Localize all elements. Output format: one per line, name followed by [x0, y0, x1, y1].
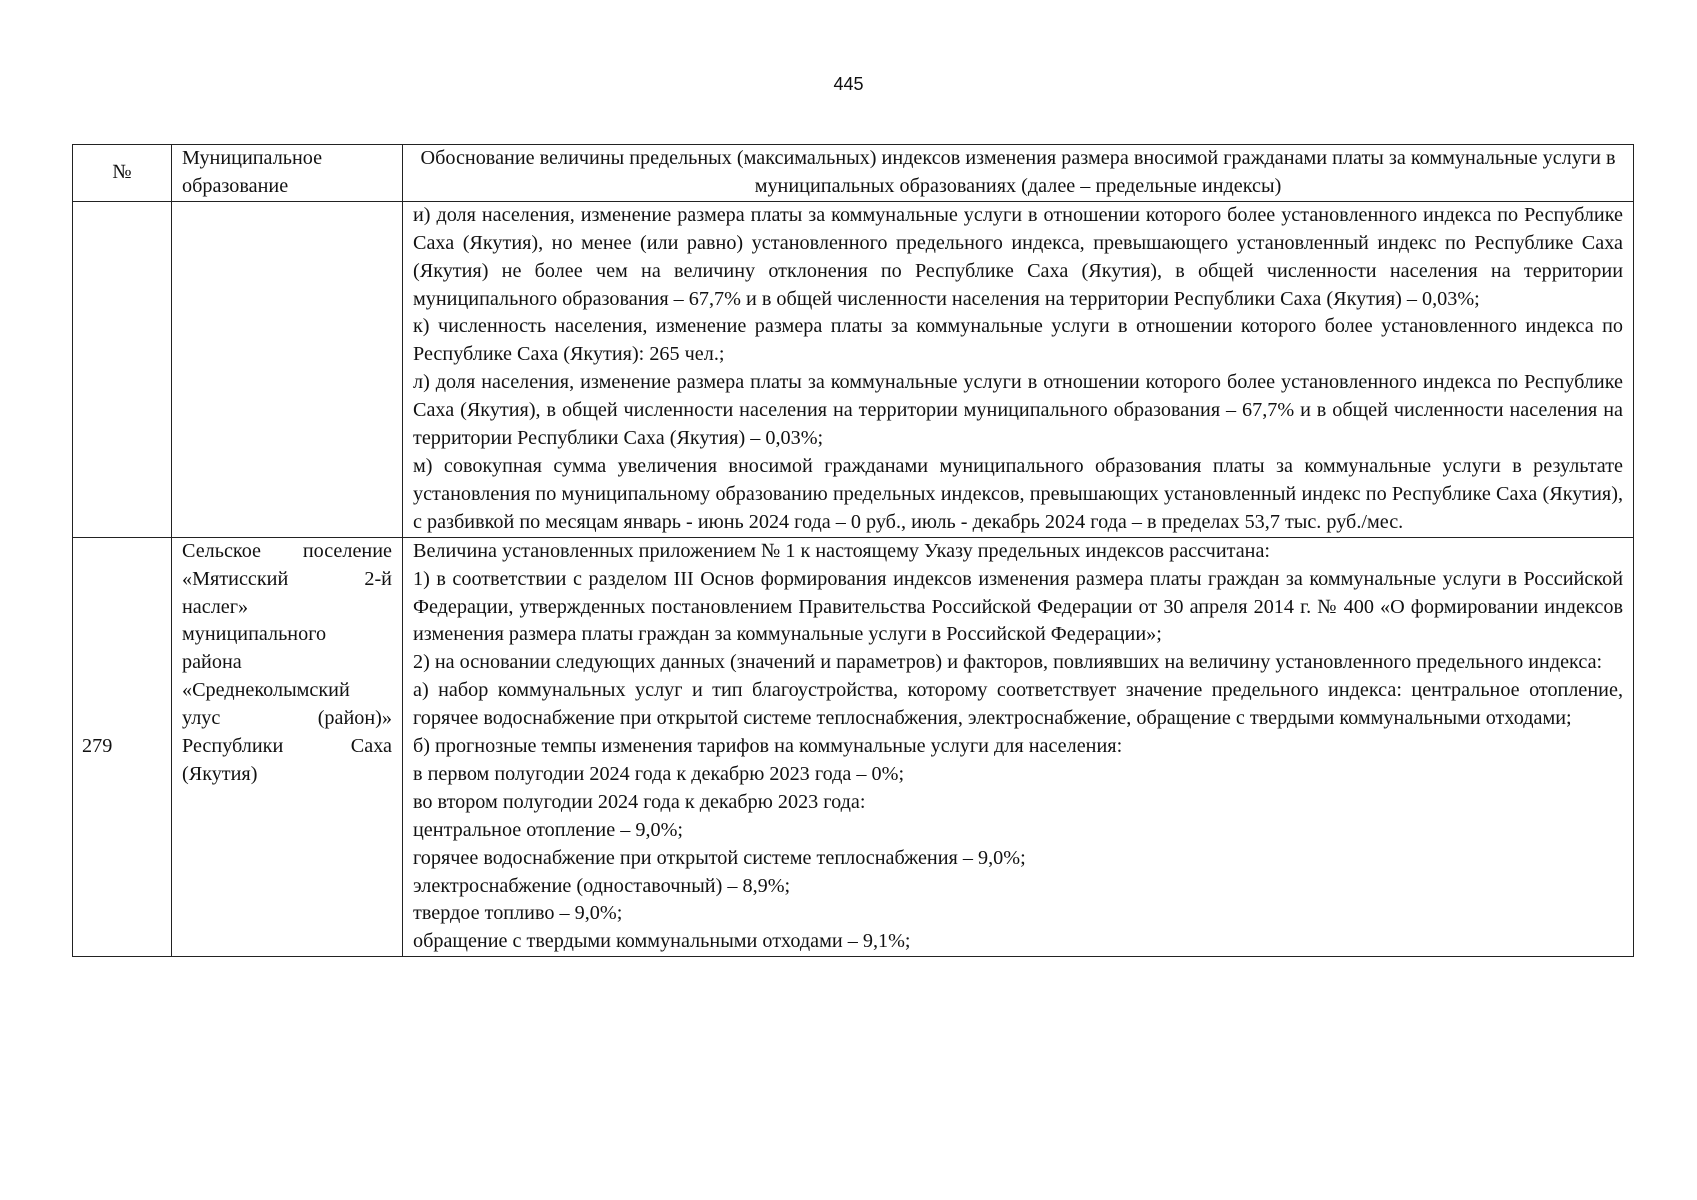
municipality-cell [172, 537, 403, 957]
header-number: № [73, 145, 172, 202]
paragraph: и) доля населения, изменение размера платы за коммунальные услуги в отношении которого более установленного индекса по Республике Саха (Якутия), но менее (или равно) установленного предельного индекса, превышающего установленный индекс по Республике Саха (Якутия) не более чем на величину отклонения по Республике Саха (Якутия), в общей численности населения на территории муниципального образования – 67,7% и в общей численности населения на территории Республики Саха (Якутия) – 0,03%; [413, 203, 1623, 310]
municipality-line: Сельское поселение [182, 539, 392, 562]
paragraph: б) прогнозные темпы изменения тарифов на коммунальные услуги для населения: [413, 735, 1123, 758]
municipality-line: улус (район)» [182, 707, 392, 730]
paragraph: м) совокупная сумма увеличения вносимой гражданами муниципального образования платы за коммунальные услуги в результате установления по муниципальному образованию предельных индексов, превышающих установленный индекс по Республике Саха (Якутия), с разбивкой по месяцам январь - июнь 2024 года – 0 руб., июль - декабрь 2024 года – в пределах 53,7 тыс. руб./мес. [413, 454, 1623, 533]
paragraph: центральное отопление – 9,0%; [413, 818, 684, 841]
municipality-line: муниципального [182, 623, 327, 646]
municipality-cell [172, 201, 403, 537]
table-row [73, 537, 1634, 957]
paragraph: в первом полугодии 2024 года к декабрю 2023 года – 0%; [413, 762, 905, 785]
municipality-line: наслег» [182, 595, 249, 618]
page-number: 445 [833, 74, 864, 94]
justification-table [72, 144, 1634, 957]
paragraph: к) численность населения, изменение размера платы за коммунальные услуги в отношении которого более установленного индекса по Республике Саха (Якутия): 265 чел.; [413, 315, 1623, 366]
paragraph: электроснабжение (одноставочный) – 8,9%; [413, 874, 791, 897]
paragraph: обращение с твердыми коммунальными отходами – 9,1%; [413, 930, 911, 953]
paragraph: Величина установленных приложением № 1 к настоящему Указу предельных индексов рассчитана: [413, 539, 1271, 562]
justification-cell [403, 537, 1634, 957]
municipality-line: «Среднеколымский [182, 679, 350, 702]
municipality-line: района [182, 651, 242, 674]
row-number: 279 [73, 537, 172, 957]
row-number [73, 201, 172, 537]
paragraph: горячее водоснабжение при открытой системе теплоснабжения – 9,0%; [413, 846, 1026, 869]
justification-cell [403, 201, 1634, 537]
paragraph: 1) в соответствии с разделом III Основ формирования индексов изменения размера платы граждан за коммунальные услуги в Российской Федерации, утвержденных постановлением Правительства Российской Федерации от 30 апреля 2014 г. № 400 «О формировании индексов изменения размера платы граждан за коммунальные услуги в Российской Федерации»; [413, 567, 1623, 646]
paragraph: а) набор коммунальных услуг и тип благоустройства, которому соответствует значение предельного индекса: центральное отопление, горячее водоснабжение при открытой системе теплоснабжения, электроснабжение, обращение с твердыми коммунальными отходами; [413, 679, 1623, 730]
header-municipality: Муниципальное образование [172, 145, 403, 202]
paragraph: 2) на основании следующих данных (значений и параметров) и факторов, повлиявших на величину установленного предельного индекса: [413, 651, 1603, 674]
paragraph: л) доля населения, изменение размера платы за коммунальные услуги в отношении которого более установленного индекса по Республике Саха (Якутия), в общей численности населения на территории муниципального образования – 67,7% и в общей численности населения на территории Республики Саха (Якутия) – 0,03%; [413, 371, 1623, 450]
header-justification: Обоснование величины предельных (максимальных) индексов изменения размера вносимой гражданами платы за коммунальные услуги в муниципальных образованиях (далее – предельные индексы) [403, 145, 1634, 202]
paragraph: во втором полугодии 2024 года к декабрю 2023 года: [413, 790, 866, 813]
paragraph: твердое топливо – 9,0%; [413, 902, 623, 925]
table-row [73, 201, 1634, 537]
table-header-row [73, 145, 1634, 202]
municipality-line: Республики Саха [182, 735, 392, 758]
municipality-line: «Мятисский 2-й [182, 567, 392, 590]
municipality-line: (Якутия) [182, 762, 258, 785]
